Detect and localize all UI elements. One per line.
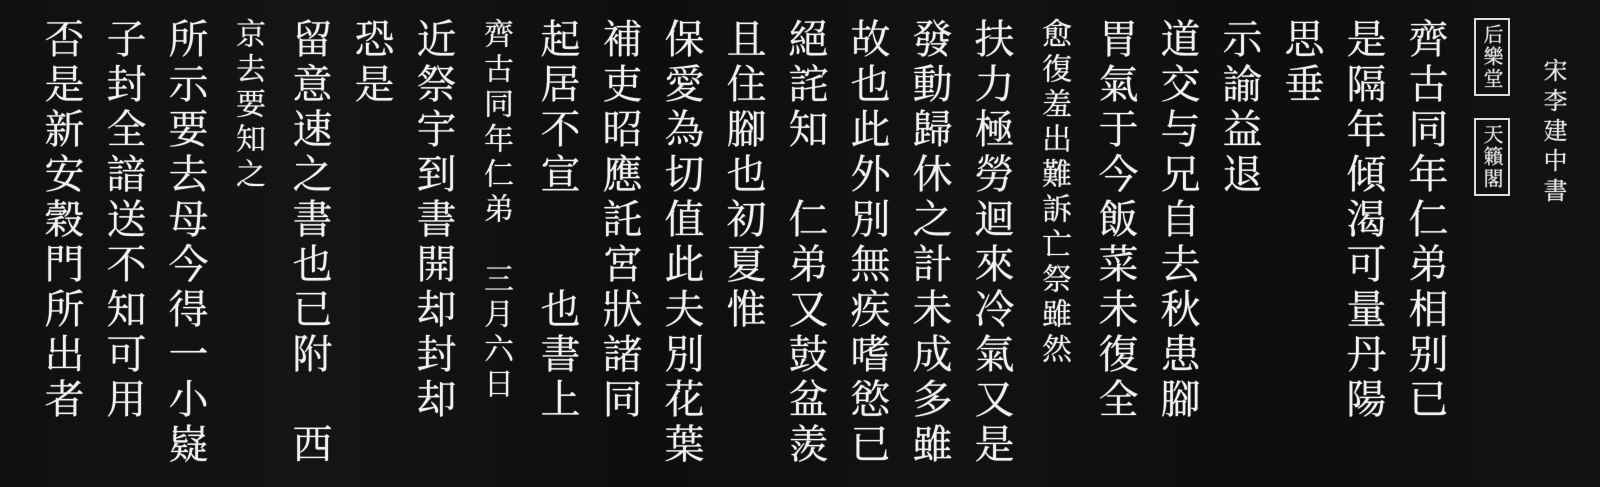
seal-stamp: 后樂堂 [1474, 18, 1510, 96]
text-column: 扶力極勞迴來冷氣又是 [968, 18, 1014, 468]
text-column: 保愛為切值此夫別花葉 [658, 18, 704, 468]
text-column: 齊古同年仁弟 三月六日 [478, 18, 513, 403]
attribution-title: 宋李建中書 [1539, 58, 1567, 208]
text-column: 恐是 [348, 18, 394, 108]
text-column: 且住腳也初夏惟 [720, 18, 766, 333]
text-column: 起居不宣 也書上 [534, 18, 580, 423]
text-column: 發動歸休之計未成多雖 [906, 18, 952, 468]
text-column: 絕詫知 仁弟又鼓盆羨 [782, 18, 828, 468]
text-column: 京去要知之 [230, 18, 265, 193]
text-column: 補吏昭應託宮狀諸同 [596, 18, 642, 423]
text-column: 是隔年傾渴可量丹陽 [1340, 18, 1386, 423]
text-column: 否是新安穀門所出者 [38, 18, 84, 423]
text-column: 子封全諳送不知可用 [100, 18, 146, 423]
text-column: 胃氣于今飯菜未復全 [1092, 18, 1138, 423]
text-column: 留意速之書也已附 西 [286, 18, 332, 468]
text-column: 故也此外別無疾嗜慾已 [844, 18, 890, 468]
text-column: 近祭宇到書開却封却 [410, 18, 456, 423]
text-column: 齊古同年仁弟相别已 [1402, 18, 1448, 423]
seal-stamp: 天籟閣 [1474, 118, 1510, 196]
text-column: 所示要去母今得一小嶷 [162, 18, 208, 468]
text-column: 愈復羞出難訴亡祭雖然 [1036, 18, 1071, 368]
text-column: 思垂 [1278, 18, 1324, 108]
text-column: 示諭益退 [1216, 18, 1262, 198]
seal-column [1456, 18, 1528, 477]
text-column: 道交与兄自去秋患腳 [1154, 18, 1200, 423]
